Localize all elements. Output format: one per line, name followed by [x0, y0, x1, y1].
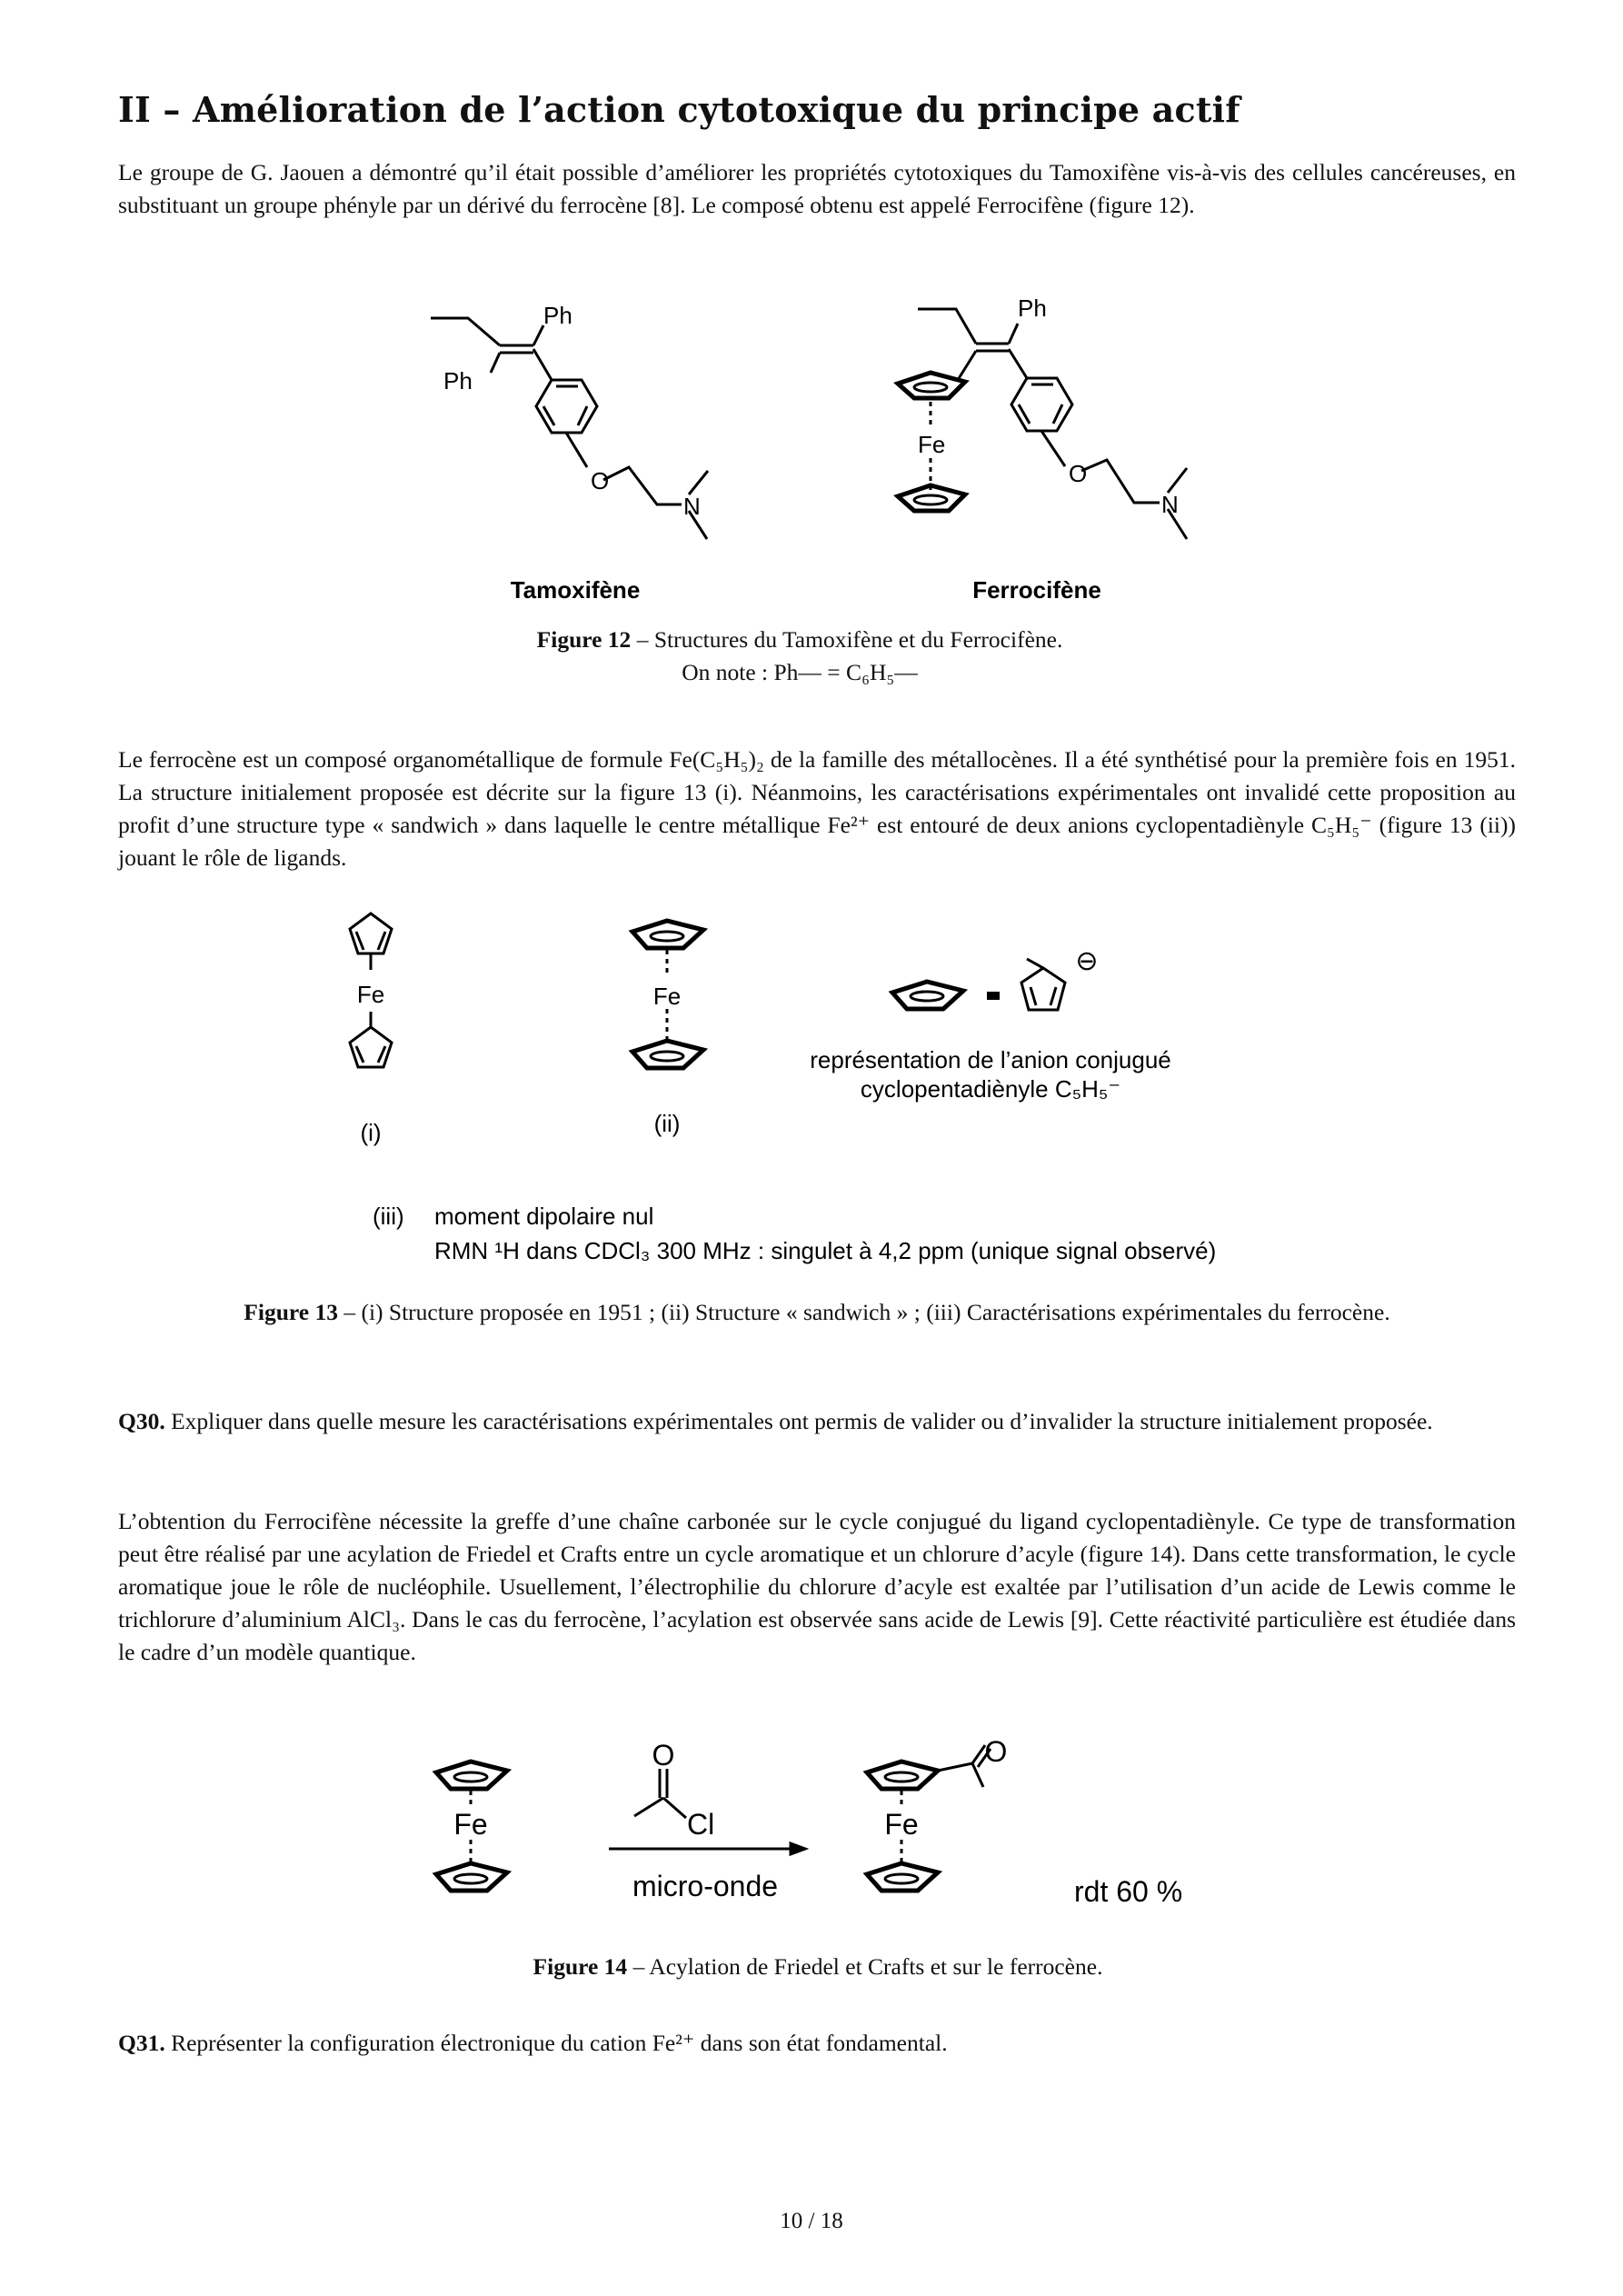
- question-30: [118, 1405, 1516, 1438]
- equivalence-sign: [987, 992, 1000, 1000]
- structure-ii-label: (ii): [653, 1110, 681, 1137]
- ferrocifen-label: Ferrocifène: [972, 576, 1101, 603]
- tamoxifen-nitrogen: N: [683, 493, 701, 520]
- tamoxifen-ph-top: Ph: [543, 302, 573, 329]
- figure-13-caption-label: Figure 13: [244, 1299, 338, 1325]
- characterization-dipole: moment dipolaire nul: [434, 1203, 654, 1230]
- section-title: II – Amélioration de l’action cytotoxique du principe actif: [118, 89, 1240, 130]
- product-oxygen: O: [984, 1736, 1008, 1768]
- ferrocene-paragraph: Le ferrocène est un composé organométallique de formule Fe(C₅H₅)₂ de la famille des métallocènes. Il a été synthétisé pour la première fois en 1951. La structure initialement proposée est décrite sur la figure 13 (i). Néanmoins, les caractérisations expérimentales ont invalidé cette proposition au profit d’une structure type « sandwich » dans laquelle le centre métallique Fe²⁺ est entouré de deux anions cyclopentadiènyle C₅H₅⁻ (figure 13 (ii)) jouant le rôle de ligands.: [118, 746, 1516, 871]
- characterization-nmr: RMN ¹H dans CDCl₃ 300 MHz : singulet à 4,2 ppm (unique signal observé): [434, 1237, 1217, 1264]
- question-31: [118, 2027, 1516, 2060]
- structure-i-label: (i): [360, 1119, 382, 1146]
- acyl-oxygen: O: [652, 1739, 675, 1772]
- figure-12-caption-note: On note : Ph— = C₆H₅—: [682, 659, 918, 685]
- figure-14-caption: [345, 1951, 1290, 1983]
- anion-caption-line2: cyclopentadiènyle C₅H₅⁻: [860, 1075, 1121, 1103]
- tamoxifen-ph-left: Ph: [443, 367, 473, 394]
- tamoxifen-label: Tamoxifène: [510, 576, 641, 603]
- figure-12-caption-label: Figure 12: [536, 626, 632, 653]
- intro-paragraph: Le groupe de G. Jaouen a démontré qu’il était possible d’améliorer les propriétés cytotoxiques du Tamoxifène vis-à-vis des cellules cancéreuses, en substituant un groupe phényle par un dérivé du ferrocène [8]. Le composé obtenu est appelé Ferrocifène (figure 12).: [118, 159, 1516, 218]
- anion-caption-line1: représentation de l’anion conjugué: [810, 1046, 1171, 1073]
- ferrocifen-fe: Fe: [918, 431, 946, 458]
- figure-12-caption: [345, 624, 1254, 689]
- figure-14-caption-label: Figure 14: [533, 1953, 628, 1980]
- figure-13-caption-text: – (i) Structure proposée en 1951 ; (ii) Structure « sandwich » ; (iii) Caractérisations expérimentales du ferrocène.: [337, 1299, 1390, 1325]
- acylation-paragraph: L’obtention du Ferrocifène nécessite la greffe d’une chaîne carbonée sur le cycle conjugué du ligand cyclopentadiènyle. Ce type de transformation peut être réalisé par une acylation de Friedel et Crafts entre un cycle aromatique et un chlorure d’acyle (figure 14). Dans cette transformation, le cycle aromatique joue le rôle de nucléophile. Usuellement, l’électrophilie du chlorure d’acyle est exaltée par l’utilisation d’un acide de Lewis comme le trichlorure d’aluminium AlCl₃. Dans le cas du ferrocène, l’acylation est observée sans acide de Lewis [9]. Cette réactivité particulière est étudiée dans le cadre d’un modèle quantique.: [118, 1508, 1516, 1665]
- ferrocifen-ph: Ph: [1018, 294, 1047, 322]
- reaction-yield: rdt 60 %: [1074, 1875, 1183, 1908]
- structure-i-fe: Fe: [356, 981, 385, 1008]
- question-30-number: Q30.: [118, 1408, 165, 1434]
- question-31-text: Représenter la configuration électronique du cation Fe²⁺ dans son état fondamental.: [171, 2030, 948, 2056]
- ferrocifen-nitrogen: N: [1161, 491, 1179, 518]
- question-31-number: Q31.: [118, 2030, 165, 2056]
- ferrocifen-oxygen: O: [1069, 460, 1088, 487]
- reaction-condition: micro-onde: [632, 1870, 779, 1902]
- structure-ii-fe: Fe: [652, 983, 682, 1010]
- product-fe: Fe: [884, 1808, 919, 1841]
- figure-14-caption-text: – Acylation de Friedel et Crafts et sur le ferrocène.: [627, 1953, 1103, 1980]
- tamoxifen-oxygen: O: [591, 467, 610, 494]
- anion-charge: ⊖: [1075, 946, 1099, 976]
- characterizations-label: (iii): [373, 1203, 404, 1230]
- figure-13-caption: [118, 1296, 1516, 1329]
- figure-13-structures: [327, 904, 1327, 1268]
- acyl-chlorine: Cl: [687, 1808, 715, 1841]
- figure-12-structures: [400, 289, 1218, 603]
- figure-12-caption-text: – Structures du Tamoxifène et du Ferrocifène.: [631, 626, 1063, 653]
- reactant-fe: Fe: [453, 1808, 488, 1841]
- figure-14-reaction: [427, 1736, 1245, 1936]
- question-30-text: Expliquer dans quelle mesure les caractérisations expérimentales ont permis de valider ou d’invalider la structure initialement proposée.: [171, 1408, 1433, 1434]
- page-number: 10 / 18: [780, 2209, 843, 2233]
